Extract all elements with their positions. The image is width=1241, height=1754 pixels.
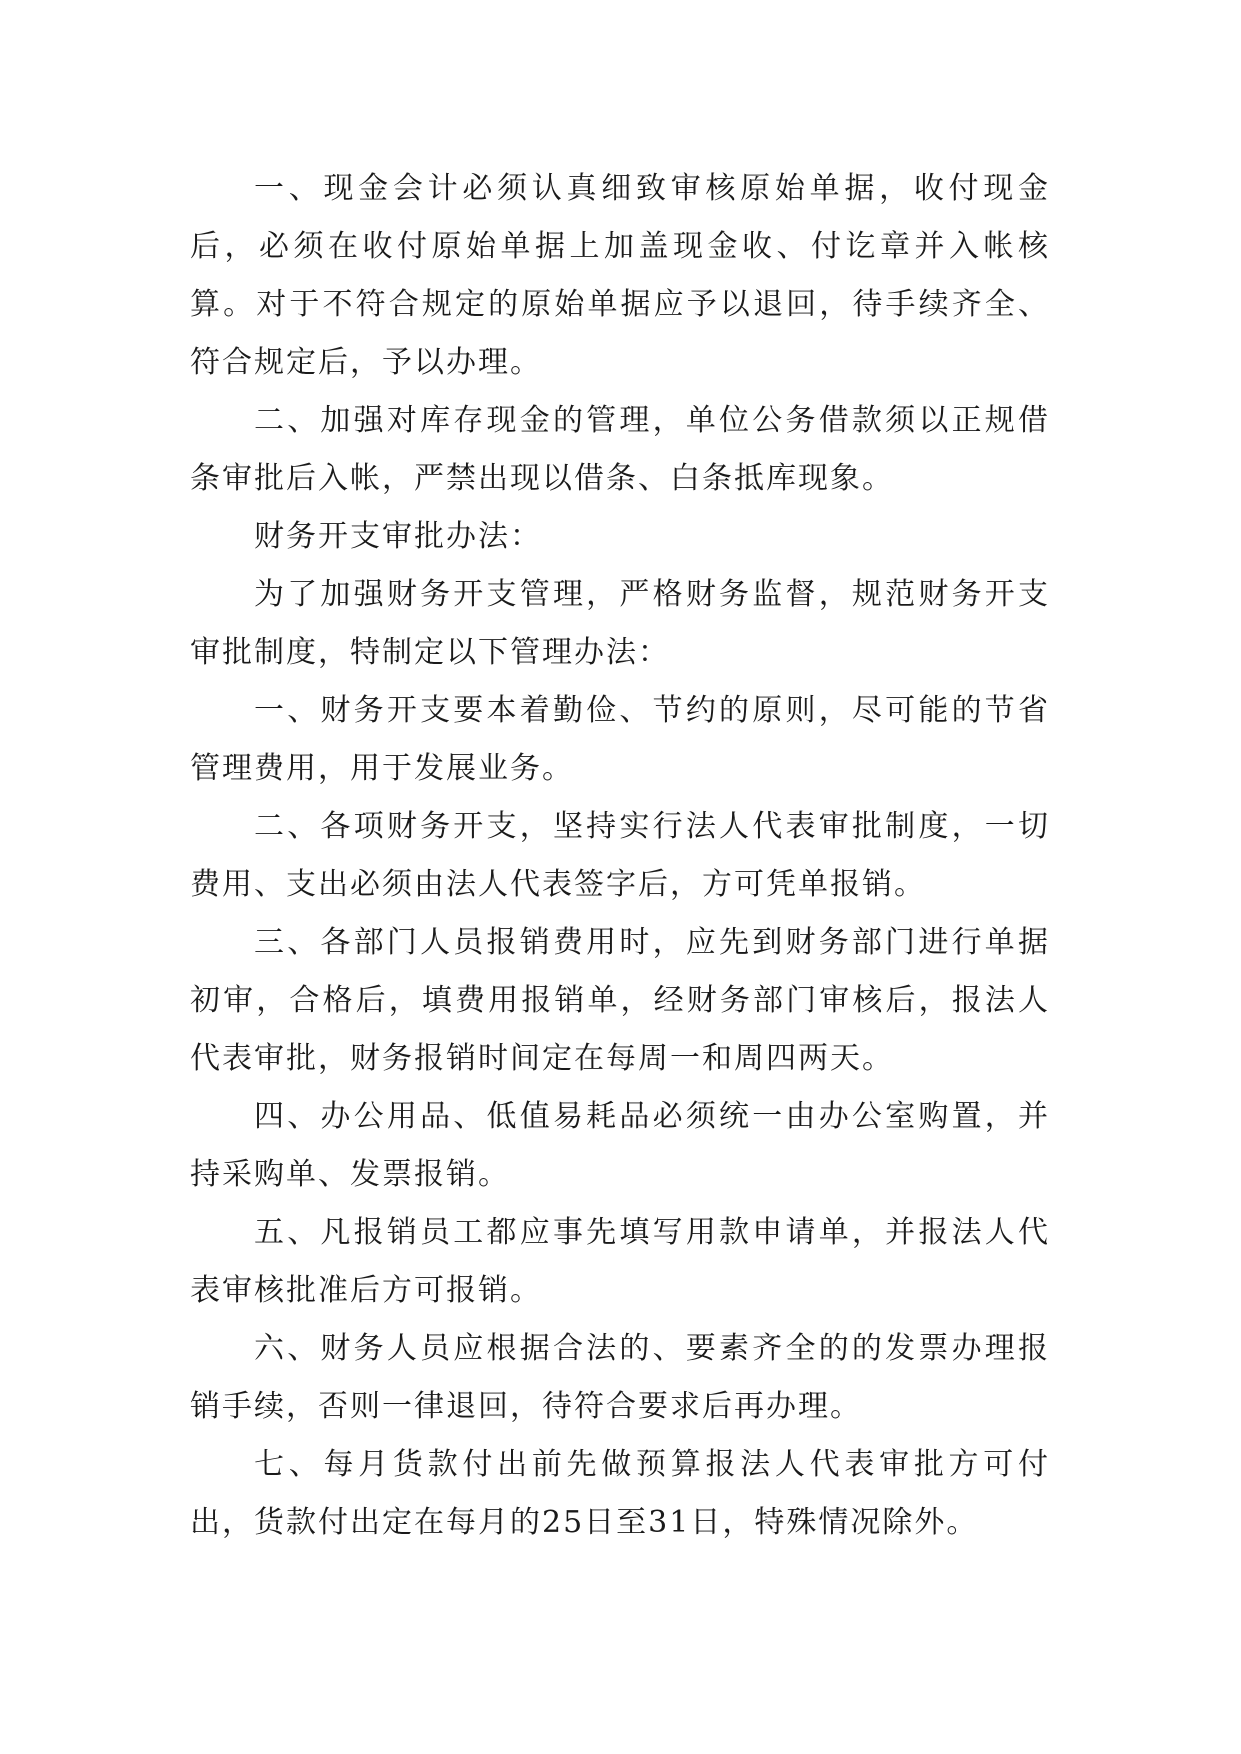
section-heading-approval-method: 财务开支审批办法：: [254, 519, 542, 554]
document-page: [190, 160, 1050, 1552]
paragraph-purpose: 为了加强财务开支管理，严格财务监督，规范财务开支审批制度，特制定以下管理办法：: [190, 577, 1050, 670]
paragraph-cash-audit: 一、现金会计必须认真细致审核原始单据，收付现金后，必须在收付原始单据上加盖现金收、付讫章并入帐核算。对于不符合规定的原始单据应予以退回，待手续齐全、符合规定后，予以办理。: [190, 171, 1050, 380]
paragraph-cash-management: 二、加强对库存现金的管理，单位公务借款须以正规借条审批后入帐，严禁出现以借条、白条抵库现象。: [190, 403, 1050, 496]
paragraph-rule-5: 五、凡报销员工都应事先填写用款申请单，并报法人代表审核批准后方可报销。: [190, 1215, 1050, 1308]
paragraph-rule-3: 三、各部门人员报销费用时，应先到财务部门进行单据初审，合格后，填费用报销单，经财务部门审核后，报法人代表审批，财务报销时间定在每周一和周四两天。: [190, 925, 1050, 1076]
paragraph-rule-1: 一、财务开支要本着勤俭、节约的原则，尽可能的节省管理费用，用于发展业务。: [190, 693, 1050, 786]
paragraph-rule-2: 二、各项财务开支，坚持实行法人代表审批制度，一切费用、支出必须由法人代表签字后，方可凭单报销。: [190, 809, 1050, 902]
paragraph-rule-7: 七、每月货款付出前先做预算报法人代表审批方可付出，货款付出定在每月的25日至31日，特殊情况除外。: [190, 1447, 1050, 1540]
paragraph-rule-4: 四、办公用品、低值易耗品必须统一由办公室购置，并持采购单、发票报销。: [190, 1099, 1050, 1192]
paragraph-rule-6: 六、财务人员应根据合法的、要素齐全的的发票办理报销手续，否则一律退回，待符合要求后再办理。: [190, 1331, 1050, 1424]
